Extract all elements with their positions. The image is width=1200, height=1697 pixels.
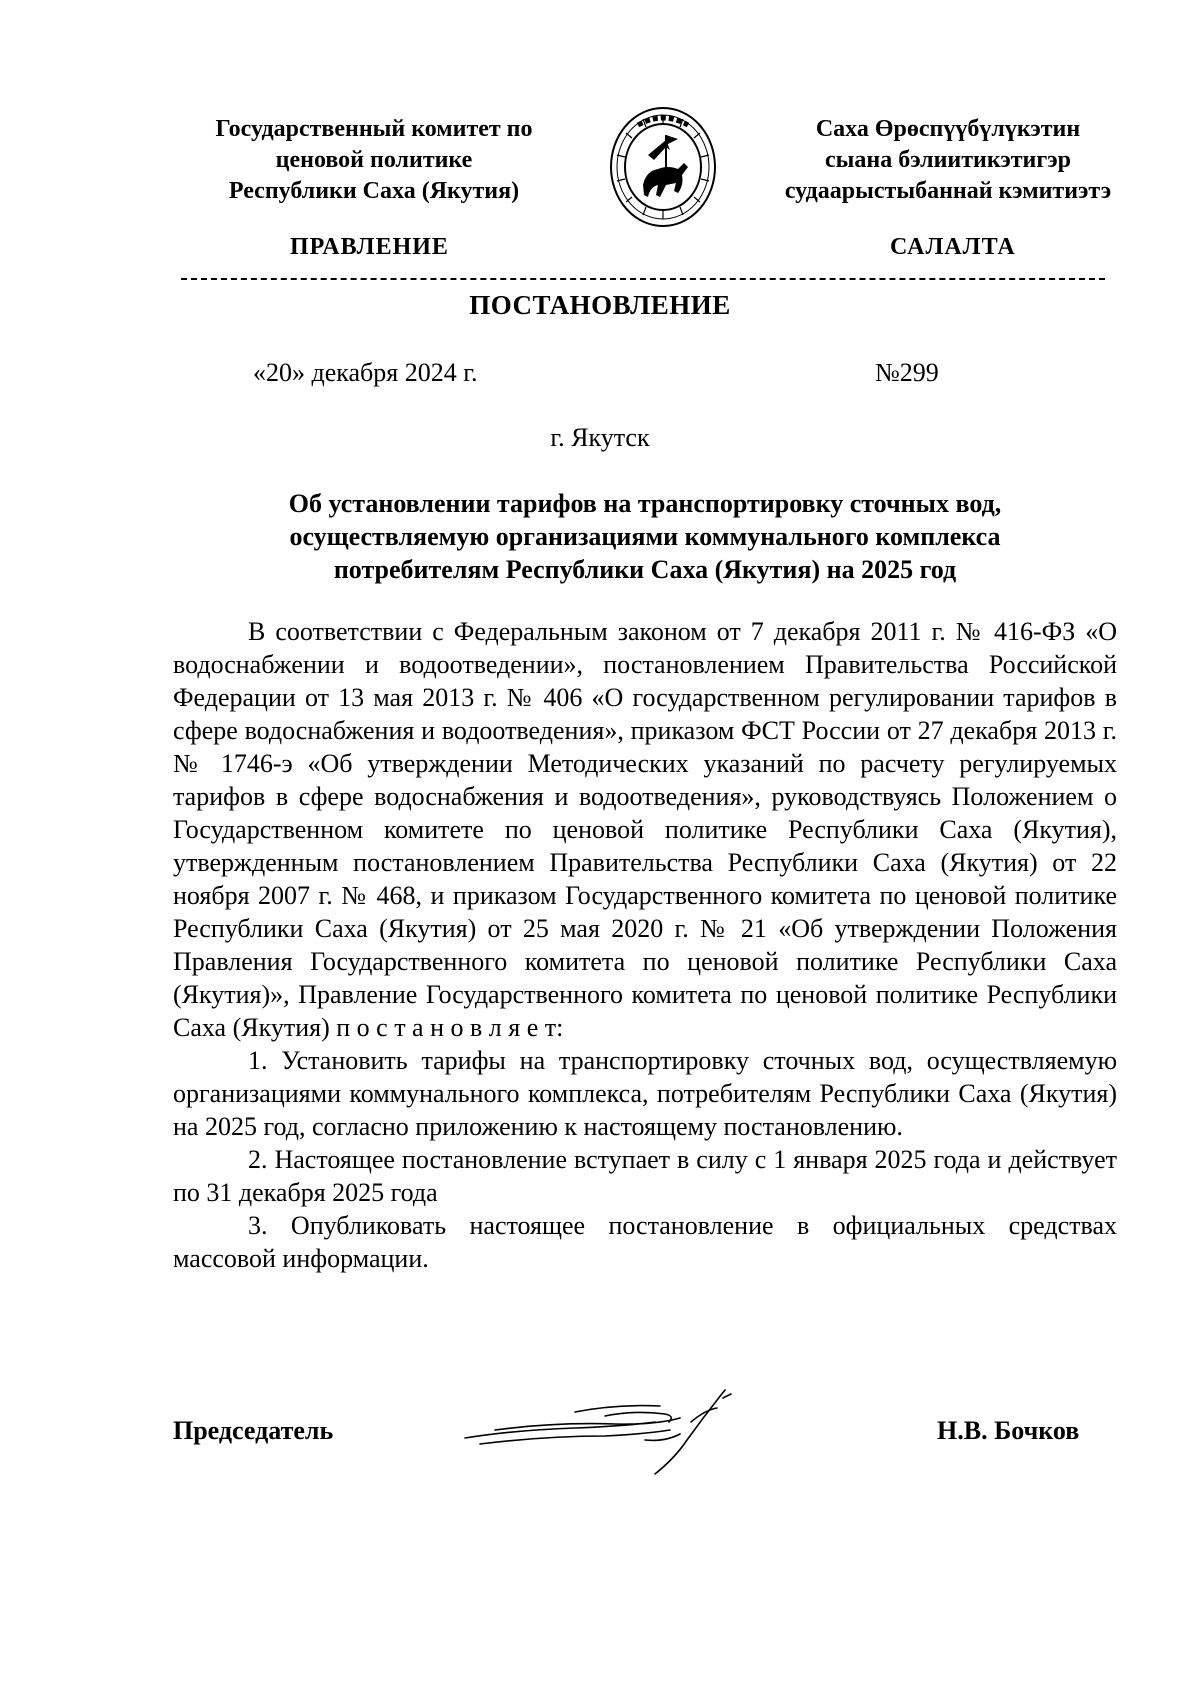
document-title [180,487,1110,586]
header-right-line: судаарыстыбаннай кэмитиэтэ [784,178,1112,204]
header-left-line: ценовой политике [275,147,473,173]
header-left-line: Республики Саха (Якутия) [228,178,520,204]
document-date: «20» декабря 2024 г. [253,358,478,387]
header-yakut-agency-name [748,114,1148,207]
clause-2-paragraph: 2. Настоящее постановление вступает в силу с 1 января 2025 года и действует по 31 декабря 2025 года [173,1145,1117,1207]
header-divider [181,278,1105,280]
board-label-russian: ПРАВЛЕНИЕ [290,234,449,260]
signatory-name: Н.В. Бочков [937,1416,1080,1445]
clause-3-paragraph: 3. Опубликовать настоящее постановление в официальных средствах массовой информации. [173,1211,1117,1273]
title-line: потребителям Республики Саха (Якутия) на 2025 год [333,555,957,584]
header-right-line: сыана бэлиитикэтигэр [824,147,1071,173]
preamble-paragraph: В соответствии с Федеральным законом от 7 декабря 2011 г. № 416-ФЗ «О водоснабжении и водоотведении», постановлением Правительства Российской Федерации от 13 мая 2013 г. № 406 «О государственном регулировании тарифов в сфере водоснабжения и водоотведения», приказом ФСТ России от 27 декабря 2013 г. № 1746-э «Об утверждении Методических указаний по расчету регулируемых тарифов в сфере водоснабжения и водоотведения», руководствуясь Положением о Государственном комитете по ценовой политике Республики Саха (Якутия), утвержденным постановлением Правительства Республики Саха (Якутия) от 22 ноября 2007 г. № 468, и приказом Государственного комитета по ценовой политике Республики Саха (Якутия) от 25 мая 2020 г. № 21 «Об утверждении Положения Правления Государственного комитета по ценовой политике Республики Саха (Якутия)», Правление Государственного комитета по ценовой политике Республики Саха (Якутия) п о с т а н о в л я е т: [173,617,1117,1042]
signatory-role: Председатель [173,1416,334,1445]
document-number: №299 [875,358,939,387]
header-russian-agency-name [178,114,570,207]
coat-of-arms-emblem-icon [608,105,718,229]
document-body [173,615,1117,1275]
title-line: Об установлении тарифов на транспортировку сточных вод, [288,489,1002,518]
header-right-line: Саха Өрөспүүбүлүкэтин [815,116,1081,142]
document-city: г. Якутск [550,423,650,452]
clause-1-paragraph: 1. Установить тарифы на транспортировку сточных вод, осуществляемую организациями коммунального комплекса, потребителям Республики Саха (Якутия) на 2025 год, согласно приложению к настоящему постановлению. [173,1046,1117,1141]
handwritten-signature-icon [455,1370,775,1480]
board-label-yakut: САЛАЛТА [890,234,1016,260]
document-type: ПОСТАНОВЛЕНИЕ [469,290,731,320]
header-left-line: Государственный комитет по [215,116,533,142]
title-line: осуществляемую организациями коммунального комплекса [289,522,1001,551]
